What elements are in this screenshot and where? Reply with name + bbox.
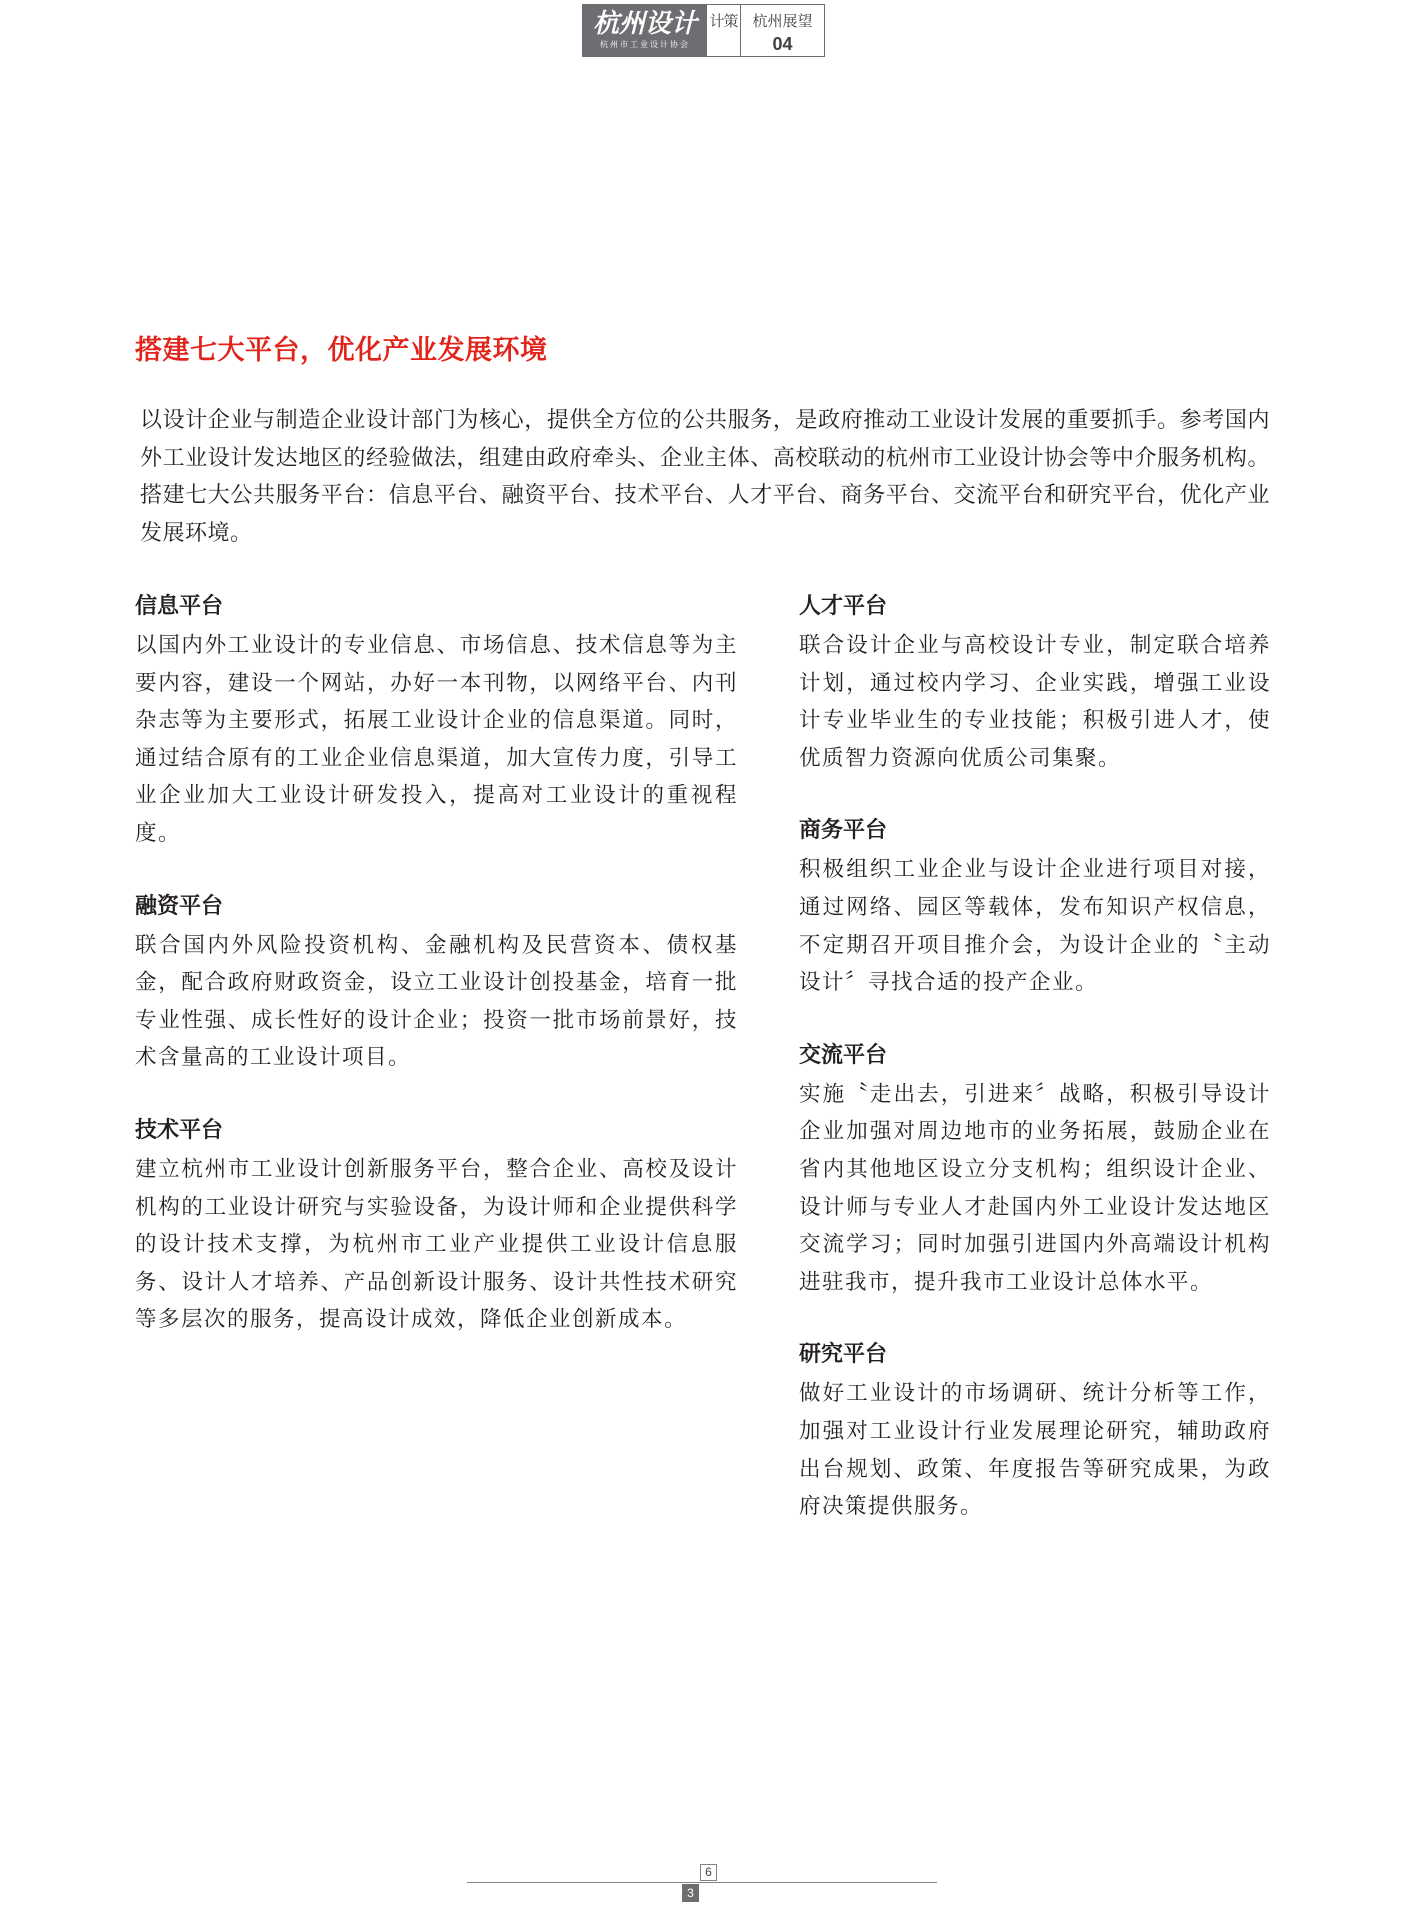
page-title: 搭建七大平台，优化产业发展环境 (135, 335, 548, 366)
platform-body: 联合设计企业与高校设计专业，制定联合培养计划，通过校内学习、企业实践，增强工业设计专业毕业生的专业技能；积极引进人才，使优质智力资源向优质公司集聚。 (799, 633, 1271, 771)
logo-subtitle: 杭州市工业设计协会 (600, 40, 690, 49)
platform-block-finance (135, 890, 738, 1077)
section-label (741, 5, 824, 56)
platform-block-info (135, 590, 738, 853)
category-label: 计策 (707, 5, 741, 56)
platform-block-tech (135, 1114, 738, 1339)
section-number: 04 (772, 34, 793, 54)
logo (583, 5, 707, 56)
platform-title: 技术平台 (135, 1117, 224, 1143)
section-name: 杭州展望 (752, 12, 813, 30)
header-badge (582, 4, 825, 57)
left-column (135, 590, 738, 1376)
platform-block-research (799, 1338, 1271, 1525)
platform-body: 实施〝走出去，引进来〞战略，积极引导设计企业加强对周边地市的业务拓展，鼓励企业在省内其他地区设立分支机构；组织设计企业、设计师与专业人才赴国内外工业设计发达地区交流学习；同时加强引进国内外高端设计机构进驻我市，提升我市工业设计总体水平。 (799, 1081, 1271, 1295)
platform-body: 以国内外工业设计的专业信息、市场信息、技术信息等为主要内容，建设一个网站，办好一本刊物，以网络平台、内刊杂志等为主要形式，拓展工业设计企业的信息渠道。同时，通过结合原有的工业企业信息渠道，加大宣传力度，引导工业企业加大工业设计研发投入，提高对工业设计的重视程度。 (135, 633, 738, 846)
platform-body: 做好工业设计的市场调研、统计分析等工作，加强对工业设计行业发展理论研究，辅助政府出台规划、政策、年度报告等研究成果，为政府决策提供服务。 (799, 1381, 1271, 1520)
footer-divider (467, 1882, 937, 1883)
platform-block-talent (799, 590, 1271, 777)
page-number-current: 3 (682, 1884, 699, 1902)
intro-paragraph: 以设计企业与制造企业设计部门为核心，提供全方位的公共服务，是政府推动工业设计发展的重要抓手。参考国内外工业设计发达地区的经验做法，组建由政府牵头、企业主体、高校联动的杭州市工业设计协会等中介服务机构。搭建七大公共服务平台：信息平台、融资平台、技术平台、人才平台、商务平台、交流平台和研究平台，优化产业发展环境。 (140, 408, 1270, 546)
platform-title: 研究平台 (799, 1342, 888, 1368)
right-column (799, 590, 1271, 1563)
platform-title: 融资平台 (135, 893, 224, 919)
page-number-box: 6 (700, 1864, 717, 1881)
platform-body: 建立杭州市工业设计创新服务平台，整合企业、高校及设计机构的工业设计研究与实验设备，为设计师和企业提供科学的设计技术支撑，为杭州市工业产业提供工业设计信息服务、设计人才培养、产品创新设计服务、设计共性技术研究等多层次的服务，提高设计成效，降低企业创新成本。 (135, 1156, 738, 1333)
platform-body: 联合国内外风险投资机构、金融机构及民营资本、债权基金，配合政府财政资金，设立工业设计创投基金，培育一批专业性强、成长性好的设计企业；投资一批市场前景好，技术含量高的工业设计项目。 (135, 932, 738, 1071)
platform-title: 人才平台 (799, 594, 888, 619)
logo-script-text: 杭州设计 (592, 9, 697, 39)
platform-block-business (799, 814, 1271, 1001)
platform-title: 交流平台 (799, 1042, 888, 1068)
platform-title: 信息平台 (135, 594, 224, 619)
platform-block-exchange (799, 1039, 1271, 1302)
platform-title: 商务平台 (799, 818, 888, 844)
platform-body: 积极组织工业企业与设计企业进行项目对接，通过网络、园区等载体，发布知识产权信息，不定期召开项目推介会，为设计企业的〝主动设计〞寻找合适的投产企业。 (799, 857, 1271, 996)
